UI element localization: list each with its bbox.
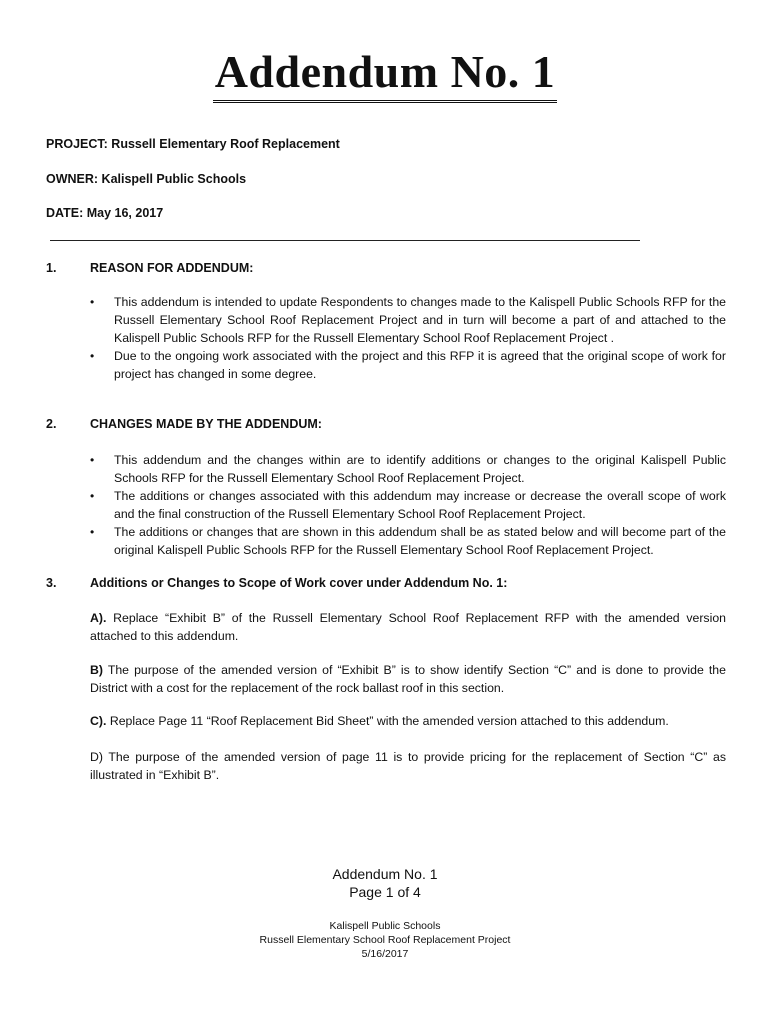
- section-3-heading: Additions or Changes to Scope of Work cover under Addendum No. 1:: [90, 576, 508, 590]
- paragraph-a-label: A).: [90, 611, 107, 625]
- footer-page-number: Page 1 of 4: [349, 884, 421, 900]
- section-1-number: 1.: [46, 261, 57, 275]
- project-line: PROJECT: Russell Elementary Roof Replacement: [46, 137, 340, 151]
- paragraph-d: D) The purpose of the amended version of page 11 is to provide pricing for the replacement of Section “C” as illustrated in “Exhibit B”.: [90, 750, 726, 782]
- section-2-heading: CHANGES MADE BY THE ADDENDUM:: [90, 417, 322, 431]
- paragraph-c-label: C).: [90, 714, 107, 728]
- footer-date: 5/16/2017: [361, 948, 409, 960]
- section-2-bullets: [90, 451, 726, 559]
- bullet-icon: •: [90, 349, 95, 363]
- bullet-icon: •: [90, 453, 95, 467]
- owner-line: OWNER: Kalispell Public Schools: [46, 172, 247, 186]
- footer-addendum-title: Addendum No. 1: [332, 866, 438, 882]
- divider-rule: [50, 240, 640, 241]
- section-3-number: 3.: [46, 576, 57, 590]
- list-item: • Due to the ongoing work associated with the project and this RFP it is agreed that the original scope of work for project has changed in some degree.: [90, 349, 726, 381]
- footer-project: Russell Elementary School Roof Replacement Project: [259, 934, 511, 946]
- paragraph-b: B) The purpose of the amended version of “Exhibit B” is to show identify Section “C” and is done to provide the District with a cost for the replacement of the rock ballast roof in this section.: [90, 663, 726, 695]
- paragraph-c: C). Replace Page 11 “Roof Replacement Bid Sheet” with the amended version attached to this addendum.: [90, 714, 669, 728]
- section-2-number: 2.: [46, 417, 57, 431]
- list-item: • The additions or changes associated with this addendum may increase or decrease the overall scope of work and the final construction of the Russell Elementary School Roof Replacement Project.: [90, 489, 726, 521]
- paragraph-a: A). Replace “Exhibit B” of the Russell Elementary School Roof Replacement RFP with the amended version attached to this addendum.: [90, 611, 726, 643]
- date-line: DATE: May 16, 2017: [46, 206, 164, 220]
- section-1-heading: REASON FOR ADDENDUM:: [90, 261, 254, 275]
- bullet-icon: •: [90, 295, 95, 309]
- list-item: • The additions or changes that are shown in this addendum shall be as stated below and will become part of the original Kalispell Public Schools RFP for the Russell Elementary School Roof Replacement Project.: [90, 525, 726, 557]
- section-1-bullets: [90, 293, 726, 383]
- bullet-icon: •: [90, 489, 95, 503]
- bullet-icon: •: [90, 525, 95, 539]
- document-title: Addendum No. 1: [0, 44, 770, 103]
- paragraph-b-label: B): [90, 663, 103, 677]
- list-item: • This addendum is intended to update Respondents to changes made to the Kalispell Public Schools RFP for the Russell Elementary School Roof Replacement Project and in turn will become a part of and attached to the Kalispell Public Schools RFP for the Russell Elementary School Roof Replacement Project .: [90, 295, 726, 345]
- footer-owner: Kalispell Public Schools: [329, 920, 441, 932]
- list-item: • This addendum and the changes within are to identify additions or changes to the original Kalispell Public Schools RFP for the Russell Elementary School Roof Replacement Project.: [90, 453, 726, 485]
